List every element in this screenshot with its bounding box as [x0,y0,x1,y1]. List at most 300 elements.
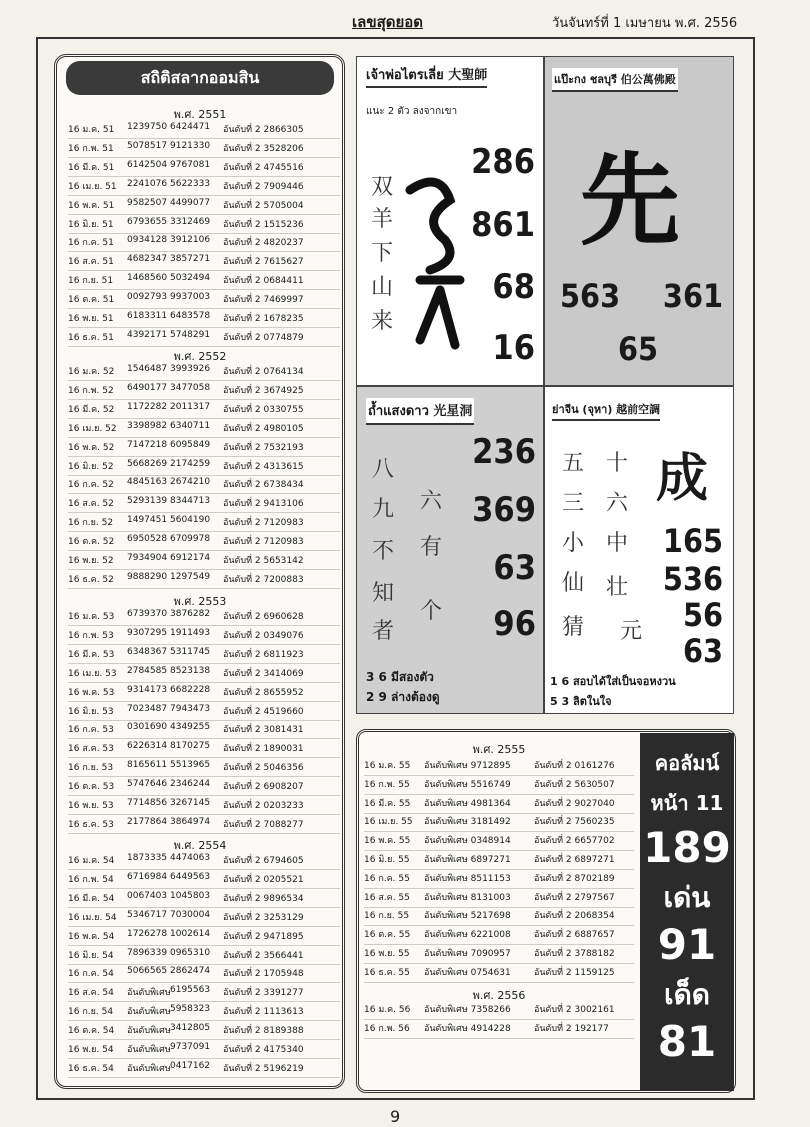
panel-4-glyph-6: 六 [606,491,629,516]
stats-row [68,273,340,290]
stats-cell: 1873335 [127,853,168,863]
panel-4-num-1: 536 [662,560,723,598]
stats-cell: 7147218 [127,439,168,450]
stats-cell: อันดับที่ 2 7615627 [223,257,304,268]
stats-cell: 16 ก.พ. 52 [68,385,114,396]
stats-cell: อันดับที่ 2 5196219 [223,1063,304,1074]
stats-cell: 9767081 [170,159,211,170]
stats-cell: 9582507 [127,197,168,208]
stats-cell: 2174259 [170,458,211,469]
bottom-cell: อันดับพิเศษ 6221008 [424,930,511,941]
bottom-row [364,1002,634,1020]
stats-cell: 16 ต.ค. 52 [68,537,115,548]
header-title: เลขสุดยอด [352,13,424,31]
bottom-cell: อันดับพิเศษ 3181492 [424,817,511,828]
stats-cell: อันดับที่ 2 6811923 [223,649,304,660]
bottom-cell: อันดับพิเศษ 0348914 [424,836,511,847]
stats-cell: อันดับที่ 2 8655952 [223,687,304,698]
stats-cell: 6449563 [170,871,211,882]
stats-cell: 1911493 [170,627,211,638]
bottom-cell: 16 พ.ค. 55 [364,836,411,847]
stats-cell: อันดับพิเศษ [127,988,171,999]
bottom-row [364,927,634,945]
stats-cell: 16 เม.ย. 52 [68,423,117,434]
bottom-cell: อันดับที่ 2 3002161 [534,1005,615,1015]
stats-row [68,948,340,965]
stats-cell: อันดับที่ 2 4745516 [223,162,304,173]
stats-cell: 16 ก.ค. 53 [68,725,114,736]
stats-cell: 5622333 [170,178,211,189]
stats-cell: 3857271 [170,254,211,265]
stats-cell: 16 ก.ค. 51 [68,238,114,249]
stats-cell: 16 ก.ย. 51 [68,276,114,287]
stats-title: สถิติสลากออมสิน [66,61,334,95]
stats-cell: 16 ม.ค. 53 [68,612,115,622]
stats-year-label: พ.ศ. 2553 [173,595,227,608]
stats-row [68,534,340,551]
stats-cell: 0965310 [170,947,211,958]
stats-row [68,760,340,777]
bottom-cell: อันดับพิเศษ 9712895 [424,761,511,771]
stats-cell: 6716984 [127,871,168,882]
panel-1-glyph-2: 下 [371,241,394,266]
stats-cell: 16 ม.ค. 54 [68,856,115,866]
stats-cell: 9314173 [127,684,168,695]
stats-cell: 4392171 [127,329,168,340]
bottom-row [364,1021,634,1039]
stats-cell: 8165611 [127,760,168,771]
stats-cell: 16 ก.ค. 54 [68,969,114,980]
stats-cell: 9307295 [127,627,168,638]
bottom-cell: อันดับที่ 2 6887657 [534,930,615,941]
bottom-row [364,908,634,926]
stats-row [68,985,340,1002]
stats-row [68,198,340,215]
stats-cell: 8523138 [170,665,211,676]
stats-row [68,779,340,796]
stats-cell: อันดับที่ 2 7469997 [223,295,304,306]
stats-row [68,1042,340,1059]
stats-row [68,254,340,271]
stats-cell: อันดับที่ 2 0205521 [223,874,304,885]
stats-cell: 7896339 [127,947,168,958]
stats-row [68,364,340,381]
stats-row [68,704,340,721]
bottom-row [364,814,634,832]
stats-row [68,891,340,908]
stats-cell: อันดับที่ 2 4980105 [223,423,304,434]
bottom-cell: อันดับที่ 2 6657702 [534,836,615,847]
panel-4-num-2: 56 [682,596,723,634]
bottom-cell: อันดับพิเศษ 5516749 [424,779,511,790]
bottom-cell: อันดับที่ 2 1159125 [534,967,615,978]
stats-cell: อันดับที่ 2 1890031 [223,744,304,755]
panel-3-glyph-7: 个 [420,599,443,624]
bottom-row [364,890,634,908]
bottom-cell: อันดับพิเศษ 7090957 [424,949,511,959]
stats-cell: 2674210 [170,477,211,488]
bottom-cell: อันดับพิเศษ 4981364 [424,798,511,809]
bottom-cell: อันดับที่ 2 2068354 [534,911,615,922]
stats-cell: 16 ธ.ค. 53 [68,819,114,830]
stats-cell: 1172282 [127,401,168,412]
stats-cell: 16 พ.ย. 51 [68,314,114,324]
stats-row [68,292,340,309]
stats-cell: อันดับที่ 2 7200883 [223,574,304,585]
bottom-cell: 16 พ.ย. 55 [364,949,410,959]
stats-row [68,553,340,570]
stats-cell: 16 พ.ค. 52 [68,442,115,453]
stats-row [68,421,340,438]
bottom-cell: 16 ม.ค. 55 [364,761,411,771]
stats-row [68,685,340,702]
stats-row [68,572,340,589]
column-page: หน้า 11 [650,791,724,815]
panel-3-glyph-4: 者 [372,619,395,644]
stats-cell: อันดับพิเศษ [127,1026,171,1037]
bottom-cell: 16 ก.พ. 55 [364,779,410,790]
stats-cell: 16 มี.ค. 51 [68,162,115,173]
panel-4-glyph-8: 壮 [606,575,629,600]
stats-cell: 16 มี.ค. 54 [68,893,115,904]
panel-4-big-glyph: 成 [656,448,709,509]
stats-cell: อันดับที่ 2 9896534 [223,893,304,904]
stats-cell: 2241076 [127,178,168,189]
stats-cell: อันดับที่ 2 9471895 [223,931,304,942]
stats-cell: 16 ก.พ. 51 [68,143,114,154]
panel-3-glyph-6: 有 [420,535,443,560]
bottom-row [364,796,634,814]
stats-year-label: พ.ศ. 2551 [173,108,227,121]
stats-cell: อันดับที่ 2 0684411 [223,276,304,287]
stats-cell: 6483578 [170,311,211,321]
stats-row [68,217,340,234]
stats-cell: อันดับที่ 2 0349076 [223,630,304,641]
stats-cell: 3312469 [170,216,211,227]
bottom-cell: 16 ก.ค. 55 [364,873,410,884]
stats-cell: 16 มิ.ย. 53 [68,706,114,717]
stats-cell: 16 เม.ย. 54 [68,912,117,923]
stats-cell: 16 พ.ย. 54 [68,1045,114,1055]
stats-row [68,311,340,328]
panel-3-glyph-3: 知 [372,581,395,606]
panel-4-glyph-5: 十 [606,451,629,476]
bottom-row [364,852,634,870]
stats-cell: อันดับพิเศษ [127,1007,171,1018]
stats-cell: 5293139 [127,496,168,507]
bottom-cell: อันดับพิเศษ 0754631 [424,967,511,978]
stats-cell: อันดับที่ 2 6738434 [223,480,304,491]
stats-year-label: พ.ศ. 2554 [173,839,227,852]
stats-cell: 5032494 [170,273,211,284]
stats-cell: 2011317 [170,401,211,412]
stats-cell: 16 เม.ย. 51 [68,181,117,192]
stats-cell: 6142504 [127,159,168,170]
bottom-cell: อันดับพิเศษ 6897271 [424,855,511,865]
stats-cell: 5346717 [127,909,168,920]
column-label-den: เด่น [663,881,711,914]
stats-row [68,477,340,494]
stats-cell: อันดับที่ 2 0764134 [223,367,304,377]
panel-2-glyph: 先 [580,141,680,259]
stats-row [68,647,340,664]
panel-3-num-0: 236 [472,432,536,472]
stats-cell: 1546487 [127,364,168,374]
stats-cell: อันดับที่ 2 1705948 [223,969,304,980]
bottom-cell: อันดับที่ 2 8702189 [534,873,615,884]
stats-cell: อันดับที่ 2 6908207 [223,782,304,793]
column-box [640,733,734,1091]
stats-cell: 6682228 [170,684,211,695]
stats-cell: 6424471 [170,122,211,132]
stats-cell: 3398982 [127,420,168,431]
stats-cell: อันดับที่ 2 5705004 [223,200,304,211]
stats-cell: 3876282 [170,609,211,619]
stats-cell: 16 ธ.ค. 54 [68,1063,114,1074]
stats-cell: 16 ต.ค. 53 [68,782,115,793]
bottom-year-2555: พ.ศ. 2555 [472,743,526,756]
stats-cell: 5078517 [127,140,168,151]
bottom-row [364,965,634,983]
stats-cell: 16 ต.ค. 54 [68,1026,115,1037]
bottom-row [364,946,634,964]
panel-4-num-0: 165 [662,522,723,560]
stats-row [68,798,340,815]
panel-3-note-2: 2 9 ล่างต้องดู [366,690,440,704]
stats-row [68,853,340,870]
stats-cell: 4349255 [170,722,211,733]
stats-cell: 1726278 [127,928,168,939]
bottom-cell: อันดับพิเศษ 4914228 [424,1024,511,1034]
bottom-cell: อันดับพิเศษ 8511153 [424,873,511,884]
stats-row [68,330,340,347]
stats-cell: อันดับที่ 2 7120983 [223,537,304,548]
panel-3-glyph-0: 八 [372,457,395,482]
stats-cell: 0301690 [127,722,168,733]
stats-cell: 7714856 [127,798,168,808]
stats-cell: 9121330 [170,140,211,151]
panel-2-num-2: 65 [618,330,659,368]
panel-1-glyph-3: 山 [371,275,394,300]
stats-cell: อันดับที่ 2 0203233 [223,801,304,811]
stats-cell: 9937003 [170,292,211,303]
stats-cell: 3477058 [170,382,211,393]
stats-cell: 6709978 [170,534,211,545]
bottom-cell: อันดับพิเศษ 8131003 [424,892,511,903]
bottom-cell: 16 ต.ค. 55 [364,930,411,941]
stats-cell: 16 พ.ค. 54 [68,931,115,942]
stats-cell: อันดับที่ 2 7088277 [223,819,304,830]
stats-cell: อันดับพิเศษ [127,1045,171,1055]
stats-row [68,141,340,158]
panel-4-note-2: 5 3 ลิตในใจ [550,695,612,708]
stats-cell: อันดับที่ 2 7532193 [223,442,304,453]
panel-3-glyph-5: 六 [420,489,443,514]
panel-1-title: เจ้าพ่อไตรเลี่ย 大聖師 [366,64,487,88]
page-number: 9 [390,1107,401,1126]
panel-3-glyph-2: 不 [372,539,395,564]
stats-cell: อันดับที่ 2 3391277 [223,988,304,999]
stats-cell: 6950528 [127,534,168,545]
stats-cell: 6183311 [127,311,168,321]
panel-3-num-3: 96 [493,604,536,644]
stats-cell: 1497451 [127,515,168,526]
stats-row [68,160,340,177]
stats-cell: 5748291 [170,329,211,340]
stats-cell: 3864974 [170,816,211,827]
bottom-cell: 16 มิ.ย. 55 [364,855,410,865]
stats-cell: อันดับที่ 2 7909446 [223,181,304,192]
stats-cell: 16 พ.ย. 52 [68,556,114,566]
panel-4-glyph-4: 猜 [562,615,585,640]
stats-row [68,628,340,645]
stats-cell: 7943473 [170,703,211,714]
stats-cell: 6095849 [170,439,211,450]
bottom-row [364,777,634,795]
stats-cell: 1045803 [170,890,211,901]
column-num-2: 91 [657,920,717,969]
stats-row [68,122,340,139]
stats-cell: อันดับที่ 2 3528206 [223,143,304,154]
stats-cell: 2784585 [127,665,168,676]
stats-row [68,722,340,739]
stats-cell: 9737091 [170,1042,211,1052]
stats-cell: อันดับที่ 2 9413106 [223,499,304,510]
panel-1-brush-art [400,170,470,360]
panel-3-glyph-1: 九 [372,497,395,522]
stats-row [68,910,340,927]
stats-row [68,179,340,196]
column-title: คอลัมน์ [654,751,720,775]
stats-cell: 16 ก.ย. 52 [68,518,114,529]
panel-1-glyph-1: 羊 [371,207,394,232]
bottom-cell: อันดับที่ 2 192177 [534,1024,609,1034]
panel-1-num-0: 286 [471,142,535,182]
panel-1-glyph-4: 来 [371,309,394,334]
panel-1-num-2: 68 [492,267,535,307]
stats-cell: 5604190 [170,515,211,526]
stats-row [68,666,340,683]
stats-cell: อันดับที่ 2 5653142 [223,556,304,566]
panel-2-num-1: 361 [662,277,723,315]
stats-cell: อันดับที่ 2 3674925 [223,385,304,396]
bottom-row [364,758,634,776]
stats-cell: 8344713 [170,496,211,507]
bottom-cell: 16 มี.ค. 55 [364,798,411,809]
column-label-ded: เด็ด [664,978,710,1011]
bottom-cell: 16 ส.ค. 55 [364,892,410,903]
stats-cell: อันดับที่ 2 8189388 [223,1026,304,1037]
stats-cell: 2177864 [127,816,168,827]
stats-cell: 5513965 [170,760,211,771]
stats-cell: 2346244 [170,779,211,790]
stats-row [68,459,340,476]
stats-cell: 16 ม.ค. 52 [68,367,115,377]
bottom-cell: 16 ม.ค. 56 [364,1005,411,1015]
stats-cell: 16 พ.ค. 51 [68,200,115,211]
stats-cell: 5668269 [127,458,168,469]
stats-cell: อันดับที่ 2 1678235 [223,314,304,324]
bottom-cell: อันดับที่ 2 0161276 [534,761,615,771]
stats-cell: 0067403 [127,890,168,901]
column-num-3: 81 [657,1017,717,1066]
panel-3-num-1: 369 [472,490,536,530]
stats-cell: 16 ส.ค. 54 [68,988,114,999]
bottom-cell: 16 ก.พ. 56 [364,1024,410,1034]
stats-cell: 6912174 [170,553,211,563]
panel-1-num-3: 16 [492,328,535,368]
stats-cell: 8170275 [170,741,211,752]
panel-3-num-2: 63 [493,548,536,588]
stats-cell: 3412805 [170,1023,211,1034]
stats-cell: อันดับที่ 2 1515236 [223,219,304,230]
stats-cell: 1239750 [127,122,168,132]
panel-4-note-1: 1 6 สอบได้ใส่เป็นจอหงวน [550,675,676,688]
stats-cell: 16 มี.ค. 52 [68,404,115,415]
stats-cell: 16 ส.ค. 52 [68,499,114,510]
panel-1-glyph-0: 双 [371,175,394,200]
stats-cell: 6793655 [127,216,168,227]
stats-cell: 16 มิ.ย. 54 [68,950,114,961]
bottom-cell: อันดับพิเศษ 7358266 [424,1005,511,1015]
stats-cell: 16 ม.ค. 51 [68,125,115,135]
stats-cell: 3267145 [170,798,211,808]
stats-cell: 1468560 [127,273,168,284]
stats-cell: 16 ก.ย. 53 [68,763,114,774]
bottom-cell: อันดับที่ 2 2797567 [534,892,615,903]
stats-cell: 7030004 [170,909,211,920]
stats-cell: 16 ก.ค. 52 [68,480,114,491]
stats-row [68,609,340,626]
panel-3-title: ถ้ำแสงดาว 光星洞 [366,398,474,425]
stats-cell: 16 ส.ค. 53 [68,744,114,755]
stats-cell: อันดับที่ 2 4175340 [223,1045,304,1055]
stats-cell: อันดับที่ 2 4820237 [223,238,304,249]
stats-cell: 5066565 [127,966,168,977]
stats-cell: อันดับที่ 2 2866305 [223,125,304,135]
stats-cell: 7934904 [127,553,168,563]
stats-cell: 16 ก.ย. 54 [68,1007,114,1018]
panel-2-num-0: 563 [560,277,621,315]
bottom-row [364,833,634,851]
stats-cell: 6739370 [127,609,168,619]
stats-cell: 16 มิ.ย. 51 [68,219,114,230]
bottom-cell: 16 ก.ย. 55 [364,911,410,922]
panel-1-num-1: 861 [471,205,535,245]
bottom-cell: อันดับที่ 2 9027040 [534,798,615,809]
stats-cell: 16 พ.ค. 53 [68,687,115,698]
stats-cell: 6195563 [170,985,211,996]
panel-3-note-1: 3 6 มีสองตัว [366,670,434,684]
stats-cell: 6348367 [127,646,168,657]
stats-cell: 0934128 [127,235,168,246]
bottom-cell: อันดับที่ 2 7560235 [534,817,615,828]
stats-cell: 16 ธ.ค. 51 [68,332,114,343]
stats-cell: 4499077 [170,197,211,208]
panel-4-num-3: 63 [682,632,723,670]
panel-2-title: แป๊ะกง ชลบุรี 伯公萬佛殿 [552,68,678,92]
stats-cell: อันดับที่ 2 6794605 [223,856,304,866]
stats-cell: อันดับที่ 2 5046356 [223,763,304,774]
stats-cell: 16 ต.ค. 51 [68,295,115,306]
stats-row [68,817,340,834]
bottom-cell: 16 ธ.ค. 55 [364,967,410,978]
stats-cell: 5311745 [170,646,211,657]
bottom-year-2556: พ.ศ. 2556 [472,989,526,1002]
stats-row [68,383,340,400]
stats-row [68,1023,340,1040]
stats-row [68,235,340,252]
